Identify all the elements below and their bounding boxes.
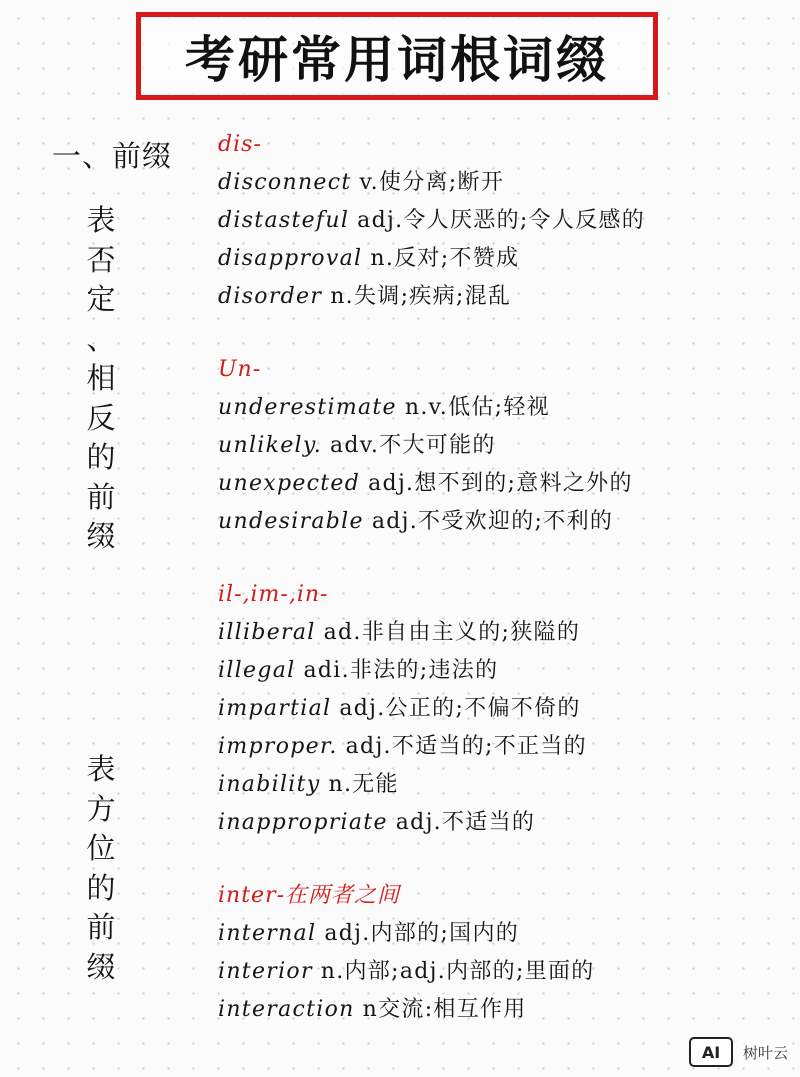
side-char: 反 bbox=[86, 400, 116, 435]
vocab-meaning: n.内部;adj.内部的;里面的 bbox=[320, 959, 595, 984]
vocab-entry bbox=[218, 389, 778, 427]
side-char: 前 bbox=[86, 910, 116, 944]
prefix-heading: dis- bbox=[218, 132, 262, 157]
vocab-entry bbox=[218, 427, 778, 465]
side-char: 、 bbox=[86, 321, 116, 356]
vocab-meaning: adj.公正的;不偏不倚的 bbox=[339, 696, 581, 721]
vocab-entry bbox=[218, 953, 778, 991]
side-char: 相 bbox=[86, 361, 116, 395]
vocab-meaning: ad.非自由主义的;狭隘的 bbox=[323, 620, 581, 645]
vocab-entry bbox=[218, 766, 778, 804]
vocab-entry bbox=[218, 728, 778, 766]
side-char: 缀 bbox=[86, 519, 116, 553]
vocab-word: disconnect bbox=[218, 170, 352, 195]
vocab-word: underestimate bbox=[218, 395, 397, 420]
vocab-entry bbox=[218, 652, 778, 690]
watermark bbox=[689, 1037, 792, 1067]
side-char: 的 bbox=[86, 440, 116, 474]
vocab-word: undesirable bbox=[218, 509, 364, 534]
side-label-negation bbox=[76, 201, 126, 557]
vocab-entry bbox=[218, 991, 778, 1029]
vocab-word: improper. bbox=[218, 734, 338, 759]
prefix-heading: il-,im-,in- bbox=[218, 582, 329, 607]
vocab-entry bbox=[218, 915, 778, 953]
vocab-word: impartial bbox=[218, 696, 332, 721]
vocab-word: interior bbox=[218, 959, 313, 984]
side-char: 前 bbox=[86, 479, 116, 514]
title-frame bbox=[136, 12, 658, 100]
vocab-entry bbox=[218, 465, 778, 503]
side-char: 表 bbox=[86, 752, 116, 786]
vocab-word: distasteful bbox=[218, 208, 350, 233]
vocab-meaning: adj.不受欢迎的;不利的 bbox=[371, 509, 614, 534]
vocab-meaning: v.使分离;断开 bbox=[359, 170, 505, 195]
side-char: 缀 bbox=[86, 949, 116, 984]
vocab-meaning: adi.非法的;违法的 bbox=[303, 658, 499, 683]
side-char: 定 bbox=[86, 282, 116, 316]
vocab-meaning: n.无能 bbox=[328, 772, 399, 797]
vocab-word: interaction bbox=[218, 997, 355, 1022]
vocab-entry bbox=[218, 614, 778, 652]
vocab-meaning: adj.内部的;国内的 bbox=[324, 921, 520, 946]
side-char: 否 bbox=[86, 242, 116, 277]
prefix-group bbox=[218, 877, 778, 1029]
vocab-entry bbox=[218, 503, 778, 541]
page-title: 考研常用词根词缀 bbox=[185, 31, 609, 89]
vocab-meaning: n.v.低估;轻视 bbox=[404, 395, 550, 420]
vocab-word: illiberal bbox=[218, 620, 316, 645]
vocab-word: unexpected bbox=[218, 471, 361, 496]
side-char: 位 bbox=[86, 831, 116, 865]
vocab-entry bbox=[218, 278, 778, 316]
prefix-heading: Un- bbox=[218, 357, 262, 382]
vocab-meaning: adj.不适当的;不正当的 bbox=[345, 734, 587, 759]
side-char: 表 bbox=[86, 203, 116, 237]
watermark-logo-icon: AI bbox=[689, 1037, 733, 1067]
prefix-group bbox=[218, 351, 778, 541]
prefix-heading: inter-在两者之间 bbox=[218, 883, 401, 908]
vocab-word: illegal bbox=[218, 658, 296, 683]
vocab-entry bbox=[218, 690, 778, 728]
side-label-direction bbox=[76, 750, 126, 987]
vocab-meaning: n.反对;不赞成 bbox=[370, 246, 520, 271]
entries-list bbox=[218, 126, 778, 1029]
vocab-meaning: adj.不适当的 bbox=[395, 810, 536, 835]
watermark-text: 树叶云 bbox=[739, 1040, 792, 1065]
vocab-entry bbox=[218, 240, 778, 278]
vocab-entry bbox=[218, 202, 778, 240]
vocab-word: disapproval bbox=[218, 246, 363, 271]
vocab-meaning: adv.不大可能的 bbox=[330, 433, 496, 458]
vocab-word: inappropriate bbox=[218, 810, 388, 835]
vocab-meaning: adj.想不到的;意料之外的 bbox=[368, 471, 633, 496]
vocab-entry bbox=[218, 804, 778, 842]
vocab-word: unlikely. bbox=[218, 433, 322, 458]
side-char: 方 bbox=[86, 791, 116, 826]
vocab-meaning: n.失调;疾病;混乱 bbox=[330, 284, 512, 309]
vocab-meaning: n交流:相互作用 bbox=[362, 997, 527, 1022]
prefix-group bbox=[218, 126, 778, 316]
vocab-word: inability bbox=[218, 772, 321, 797]
section-label: 一、前缀 bbox=[52, 139, 173, 173]
vocab-meaning: adj.令人厌恶的;令人反感的 bbox=[357, 208, 646, 233]
vocab-word: internal bbox=[218, 921, 317, 946]
vocab-word: disorder bbox=[218, 284, 323, 309]
side-char: 的 bbox=[86, 870, 116, 905]
prefix-group bbox=[218, 576, 778, 842]
vocab-entry bbox=[218, 164, 778, 202]
